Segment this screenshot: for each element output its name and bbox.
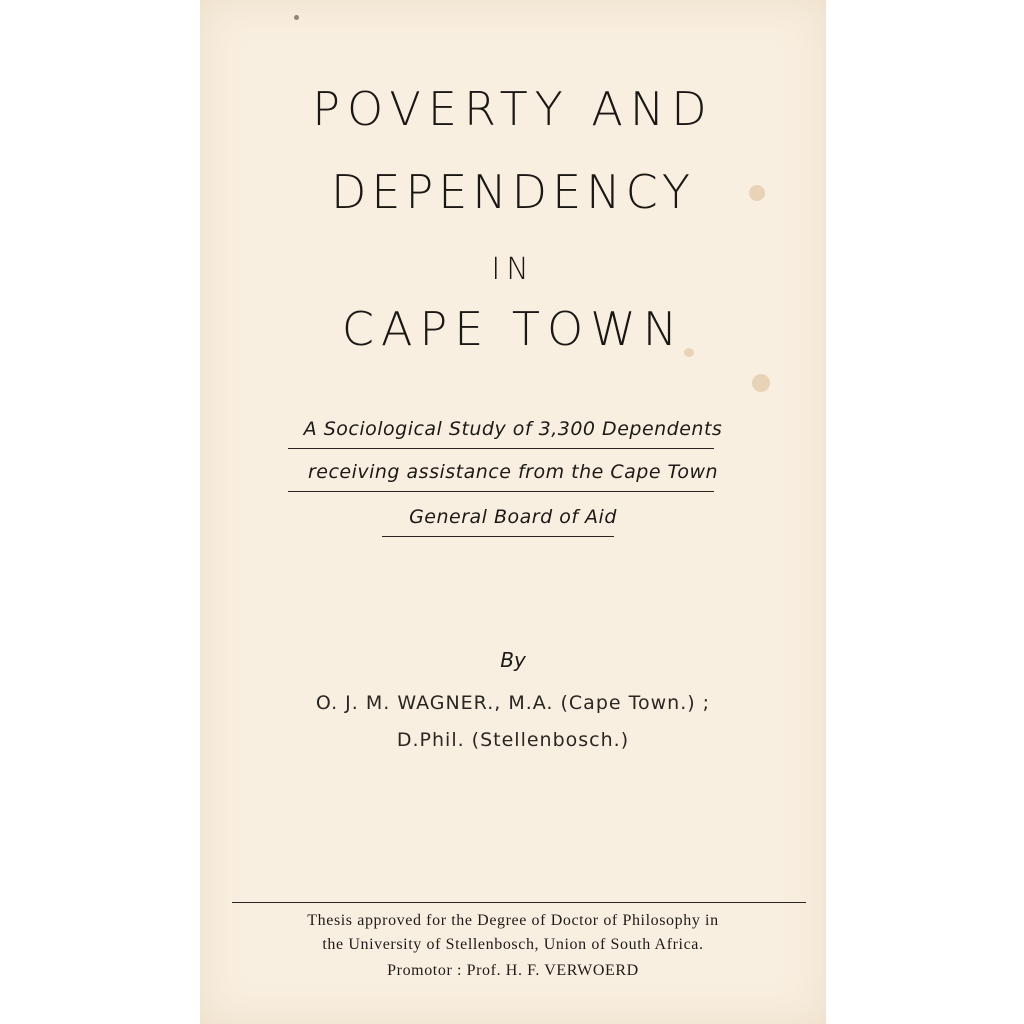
title-line-2: DEPENDENCY <box>330 165 695 219</box>
footer-divider <box>232 902 806 903</box>
title-line-1: POVERTY AND <box>312 82 714 136</box>
subtitle-line-2: receiving assistance from the Cape Town <box>307 461 719 483</box>
book-cover <box>200 0 826 1024</box>
subtitle-underline <box>382 536 614 537</box>
author-line-2: D.Phil. (Stellenbosch.) <box>396 729 630 751</box>
by-label: By <box>500 648 526 672</box>
footer-line-2: the University of Stellenbosch, Union of South Africa. <box>322 936 704 953</box>
paper-stain <box>294 15 299 20</box>
subtitle-underline <box>288 448 714 449</box>
subtitle-line-1: A Sociological Study of 3,300 Dependents <box>303 418 723 440</box>
title-line-3: IN <box>491 252 535 287</box>
footer-line-3: Promotor : Prof. H. F. VERWOERD <box>387 962 639 979</box>
paper-stain <box>752 374 770 392</box>
author-line-1: O. J. M. WAGNER., M.A. (Cape Town.) ; <box>315 692 711 714</box>
title-line-4: CAPE TOWN <box>341 302 685 356</box>
footer-line-1: Thesis approved for the Degree of Doctor of Philosophy in <box>307 912 719 929</box>
subtitle-line-3: General Board of Aid <box>409 506 617 528</box>
subtitle-underline <box>288 491 714 492</box>
